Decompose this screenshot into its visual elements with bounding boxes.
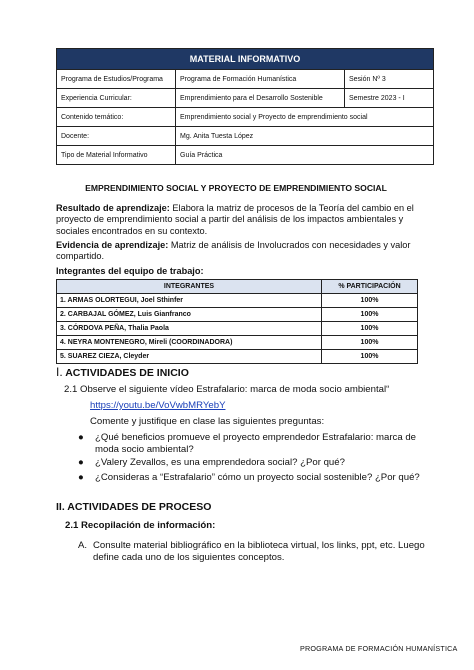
member-pct: 100%: [322, 322, 418, 336]
curricular-label: Experiencia Curricular:: [57, 89, 176, 108]
section-2-subheading: 2.1 Recopilación de información:: [65, 520, 216, 531]
program-value: Programa de Formación Humanística: [176, 70, 345, 89]
member-name: 1. ARMAS OLORTEGUI, Joel Sthinfer: [57, 294, 322, 308]
member-pct: 100%: [322, 350, 418, 364]
member-name: 5. SUAREZ CIEZA, Cleyder: [57, 350, 322, 364]
member-name: 2. CARBAJAL GÓMEZ, Luis Gianfranco: [57, 308, 322, 322]
member-pct: 100%: [322, 294, 418, 308]
question-3: ¿Consideras a “Estrafalario” cómo un proyecto social sostenible? ¿Por qué?: [95, 472, 420, 483]
session-value: Sesión Nº 3: [345, 70, 434, 89]
table-row: [57, 294, 418, 308]
section-1-title: ACTIVIDADES DE INICIO: [62, 367, 189, 379]
table-row: [57, 350, 418, 364]
semester-value: Semestre 2023 - I: [345, 89, 434, 108]
curricular-value: Emprendimiento para el Desarrollo Sostenible: [176, 89, 345, 108]
document-title: EMPRENDIMIENTO SOCIAL Y PROYECTO DE EMPRENDIMIENTO SOCIAL: [85, 183, 387, 193]
question-1: ¿Qué beneficios promueve el proyecto emprendedor Estrafalario: marca de moda socio ambiental?: [95, 432, 417, 455]
learning-outcome-text: Elabora la matriz de procesos de la Teoría del cambio en el proyecto de emprendimiento social a partir del análisis de los impactos ambientales y sociales encontrados en su contexto.: [56, 203, 414, 236]
bullet-icon: ●: [78, 472, 84, 483]
material-type-value: Guía Práctica: [176, 146, 434, 165]
team-col-name: INTEGRANTES: [57, 280, 322, 294]
learning-evidence-text: Matriz de análisis de Involucrados con necesidades y valor compartido.: [56, 240, 411, 262]
team-col-pct: % PARTICIPACIÓN: [322, 280, 418, 294]
video-instruction: 2.1 Observe el siguiente vídeo Estrafalario: marca de moda socio ambiental“: [64, 384, 390, 395]
section-2-heading: II. ACTIVIDADES DE PROCESO: [56, 501, 212, 513]
teacher-label: Docente:: [57, 127, 176, 146]
header-table-title: MATERIAL INFORMATIVO: [57, 49, 434, 70]
bullet-icon: ●: [78, 432, 84, 443]
header-info-table: [56, 48, 434, 165]
learning-evidence: [56, 240, 426, 263]
member-pct: 100%: [322, 308, 418, 322]
table-row: [57, 336, 418, 350]
section-1-numeral: I.: [56, 365, 63, 379]
learning-outcome-label: Resultado de aprendizaje:: [56, 203, 170, 213]
bullet-icon: ●: [78, 457, 84, 468]
page-footer: PROGRAMA DE FORMACIÓN HUMANÍSTICA: [300, 644, 458, 653]
table-row: [57, 308, 418, 322]
team-table: [56, 279, 418, 364]
content-value: Emprendimiento social y Proyecto de emprendimiento social: [176, 108, 434, 127]
teacher-value: Mg. Anita Tuesta López: [176, 127, 434, 146]
member-name: 4. NEYRA MONTENEGRO, Mireli (COORDINADORA): [57, 336, 322, 350]
section-1-heading: [56, 365, 189, 379]
item-a-text: Consulte material bibliográfico en la biblioteca virtual, los links, ppt, etc. Luego define cada uno de los siguientes conceptos.: [93, 540, 425, 563]
material-type-label: Tipo de Material Informativo: [57, 146, 176, 165]
question-2: ¿Valery Zevallos, es una emprendedora social? ¿Por qué?: [95, 457, 345, 468]
member-name: 3. CÓRDOVA PEÑA, Thalia Paola: [57, 322, 322, 336]
item-a-letter: A.: [78, 540, 88, 551]
program-label: Programa de Estudios/Programa: [57, 70, 176, 89]
team-label: Integrantes del equipo de trabajo:: [56, 266, 204, 276]
learning-outcome: [56, 203, 426, 237]
discussion-instruction: Comente y justifique en clase las siguientes preguntas:: [90, 416, 325, 427]
content-label: Contenido temático:: [57, 108, 176, 127]
learning-evidence-label: Evidencia de aprendizaje:: [56, 240, 169, 250]
member-pct: 100%: [322, 336, 418, 350]
table-row: [57, 322, 418, 336]
video-link[interactable]: https://youtu.be/VoVwbMRYebY: [90, 400, 226, 411]
